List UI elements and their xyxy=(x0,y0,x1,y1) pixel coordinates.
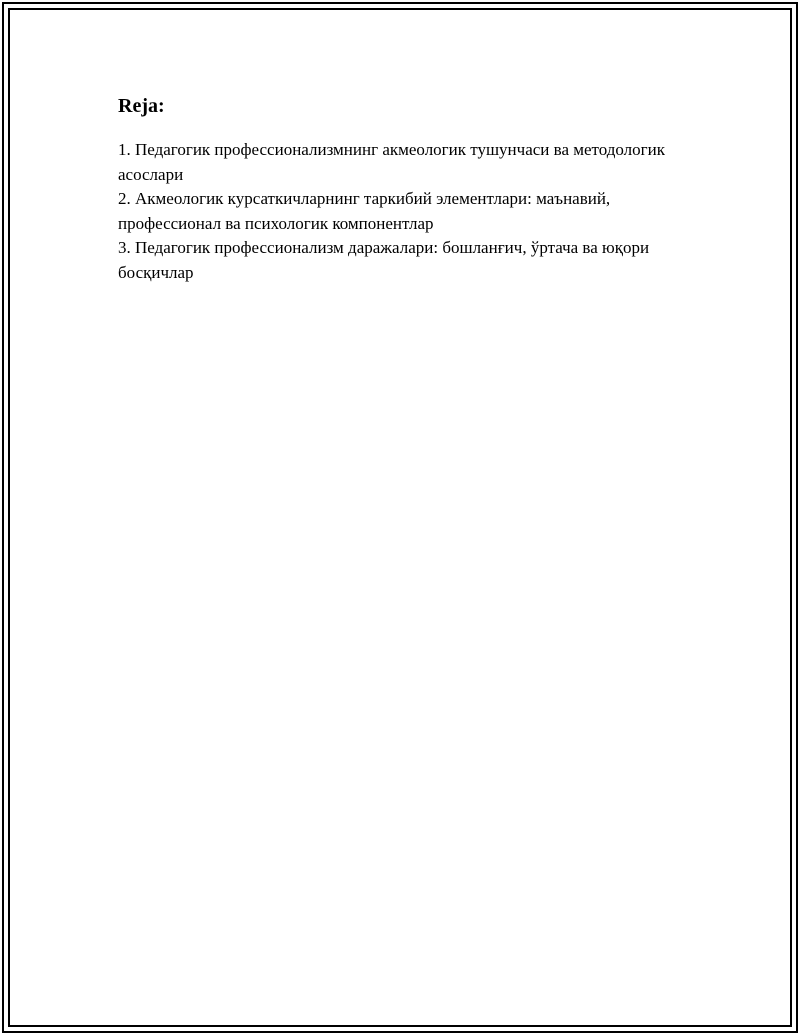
plan-item-3: 3. Педагогик профессионализм даражалари: бошланғич, ўртача ва юқори босқичлар xyxy=(118,238,650,282)
document-body xyxy=(118,92,678,285)
plan-list xyxy=(118,138,678,285)
plan-item-2: 2. Акмеологик курсаткичларнинг таркибий элементлари: маънавий, профессионал ва психологик компонентлар xyxy=(118,189,611,233)
plan-item-1: 1. Педагогик профессионализмнинг акмеологик тушунчаси ва методологик асослари xyxy=(118,140,665,184)
page-title: Reja: xyxy=(118,95,165,117)
